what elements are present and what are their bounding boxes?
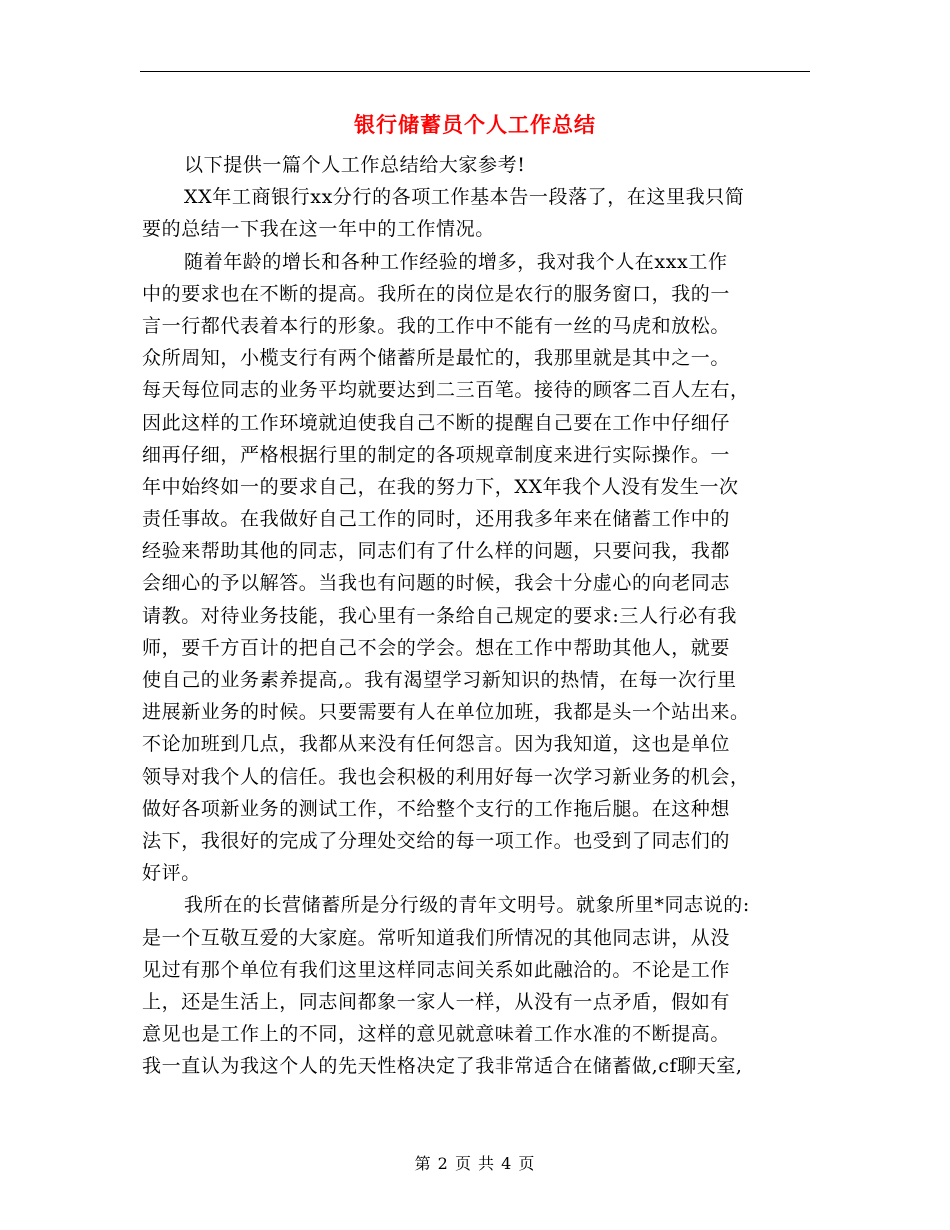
text-line: 随着年龄的增长和各种工作经验的增多，我对我个人在xxx工作 [184,250,728,273]
paragraph-branch-team [142,889,822,1082]
text-line: 言一行都代表着本行的形象。我的工作中不能有一丝的马虎和放松。 [142,314,731,337]
text-line: 领导对我个人的信任。我也会积极的利用好每一次学习新业务的机会， [142,765,750,788]
text-line: 师，要千方百计的把自己不会的学会。想在工作中帮助其他人，就要 [142,636,731,659]
text-line: 请教。对待业务技能，我心里有一条给自己规定的要求:三人行必有我 [142,604,738,627]
paragraph-intro [142,149,822,181]
text-line: 责任事故。在我做好自己工作的同时，还用我多年来在储蓄工作中的 [142,508,731,531]
text-line: 我一直认为我这个人的先天性格决定了我非常适合在储蓄做,cf聊天室, [142,1055,743,1078]
text-line: 会细心的予以解答。当我也有问题的时候，我会十分虚心的向老同志 [142,572,731,595]
text-line: 经验来帮助其他的同志，同志们有了什么样的问题，只要问我，我都 [142,540,731,563]
text-line: 做好各项新业务的测试工作，不给整个支行的工作拖后腿。在这种想 [142,797,731,820]
text-line: 见过有那个单位有我们这里这样同志间关系如此融洽的。不论是工作 [142,958,731,981]
text-line: 年中始终如一的要求自己，在我的努力下，XX年我个人没有发生一次 [142,475,739,498]
text-line: 以下提供一篇个人工作总结给大家参考! [184,154,526,176]
text-line: 每天每位同志的业务平均就要达到二三百笔。接待的顾客二百人左右， [142,379,750,402]
text-line: 意见也是工作上的不同，这样的意见就意味着工作水准的不断提高。 [142,1023,731,1046]
header-rule [140,71,810,72]
page-title: 银行储蓄员个人工作总结 [354,112,596,137]
paragraph-work-experience [142,246,822,890]
text-line: 因此这样的工作环境就迫使我自己不断的提醒自己要在工作中仔细仔 [142,411,731,434]
text-line: 使自己的业务素养提高,。我有渴望学习新知识的热情，在每一次行里 [142,669,737,691]
text-line: 进展新业务的时候。只要需要有人在单位加班，我都是头一个站出来。 [142,701,750,724]
text-line: 好评。 [142,862,201,885]
body-text [142,149,822,1082]
text-line: 众所周知，小榄支行有两个储蓄所是最忙的，我那里就是其中之一。 [142,347,731,370]
text-line: XX年工商银行xx分行的各项工作基本告一段落了，在这里我只简 [184,186,745,209]
text-line: 要的总结一下我在这一年中的工作情况。 [142,218,495,241]
text-line: 不论加班到几点，我都从来没有任何怨言。因为我知道，这也是单位 [142,733,731,756]
text-line: 上，还是生活上，同志间都象一家人一样，从没有一点矛盾，假如有 [142,990,731,1013]
paragraph-summary-opening [142,181,822,245]
text-line: 细再仔细，严格根据行里的制定的各项规章制度来进行实际操作。一 [142,443,731,466]
page-footer: 第 2 页 共 4 页 [414,1154,536,1173]
text-line: 我所在的长营储蓄所是分行级的青年文明号。就象所里*同志说的: [184,894,750,917]
text-line: 是一个互敬互爱的大家庭。常听知道我们所情况的其他同志讲，从没 [142,926,731,949]
text-line: 中的要求也在不断的提高。我所在的岗位是农行的服务窗口，我的一 [142,282,731,305]
text-line: 法下，我很好的完成了分理处交给的每一项工作。也受到了同志们的 [142,829,731,852]
